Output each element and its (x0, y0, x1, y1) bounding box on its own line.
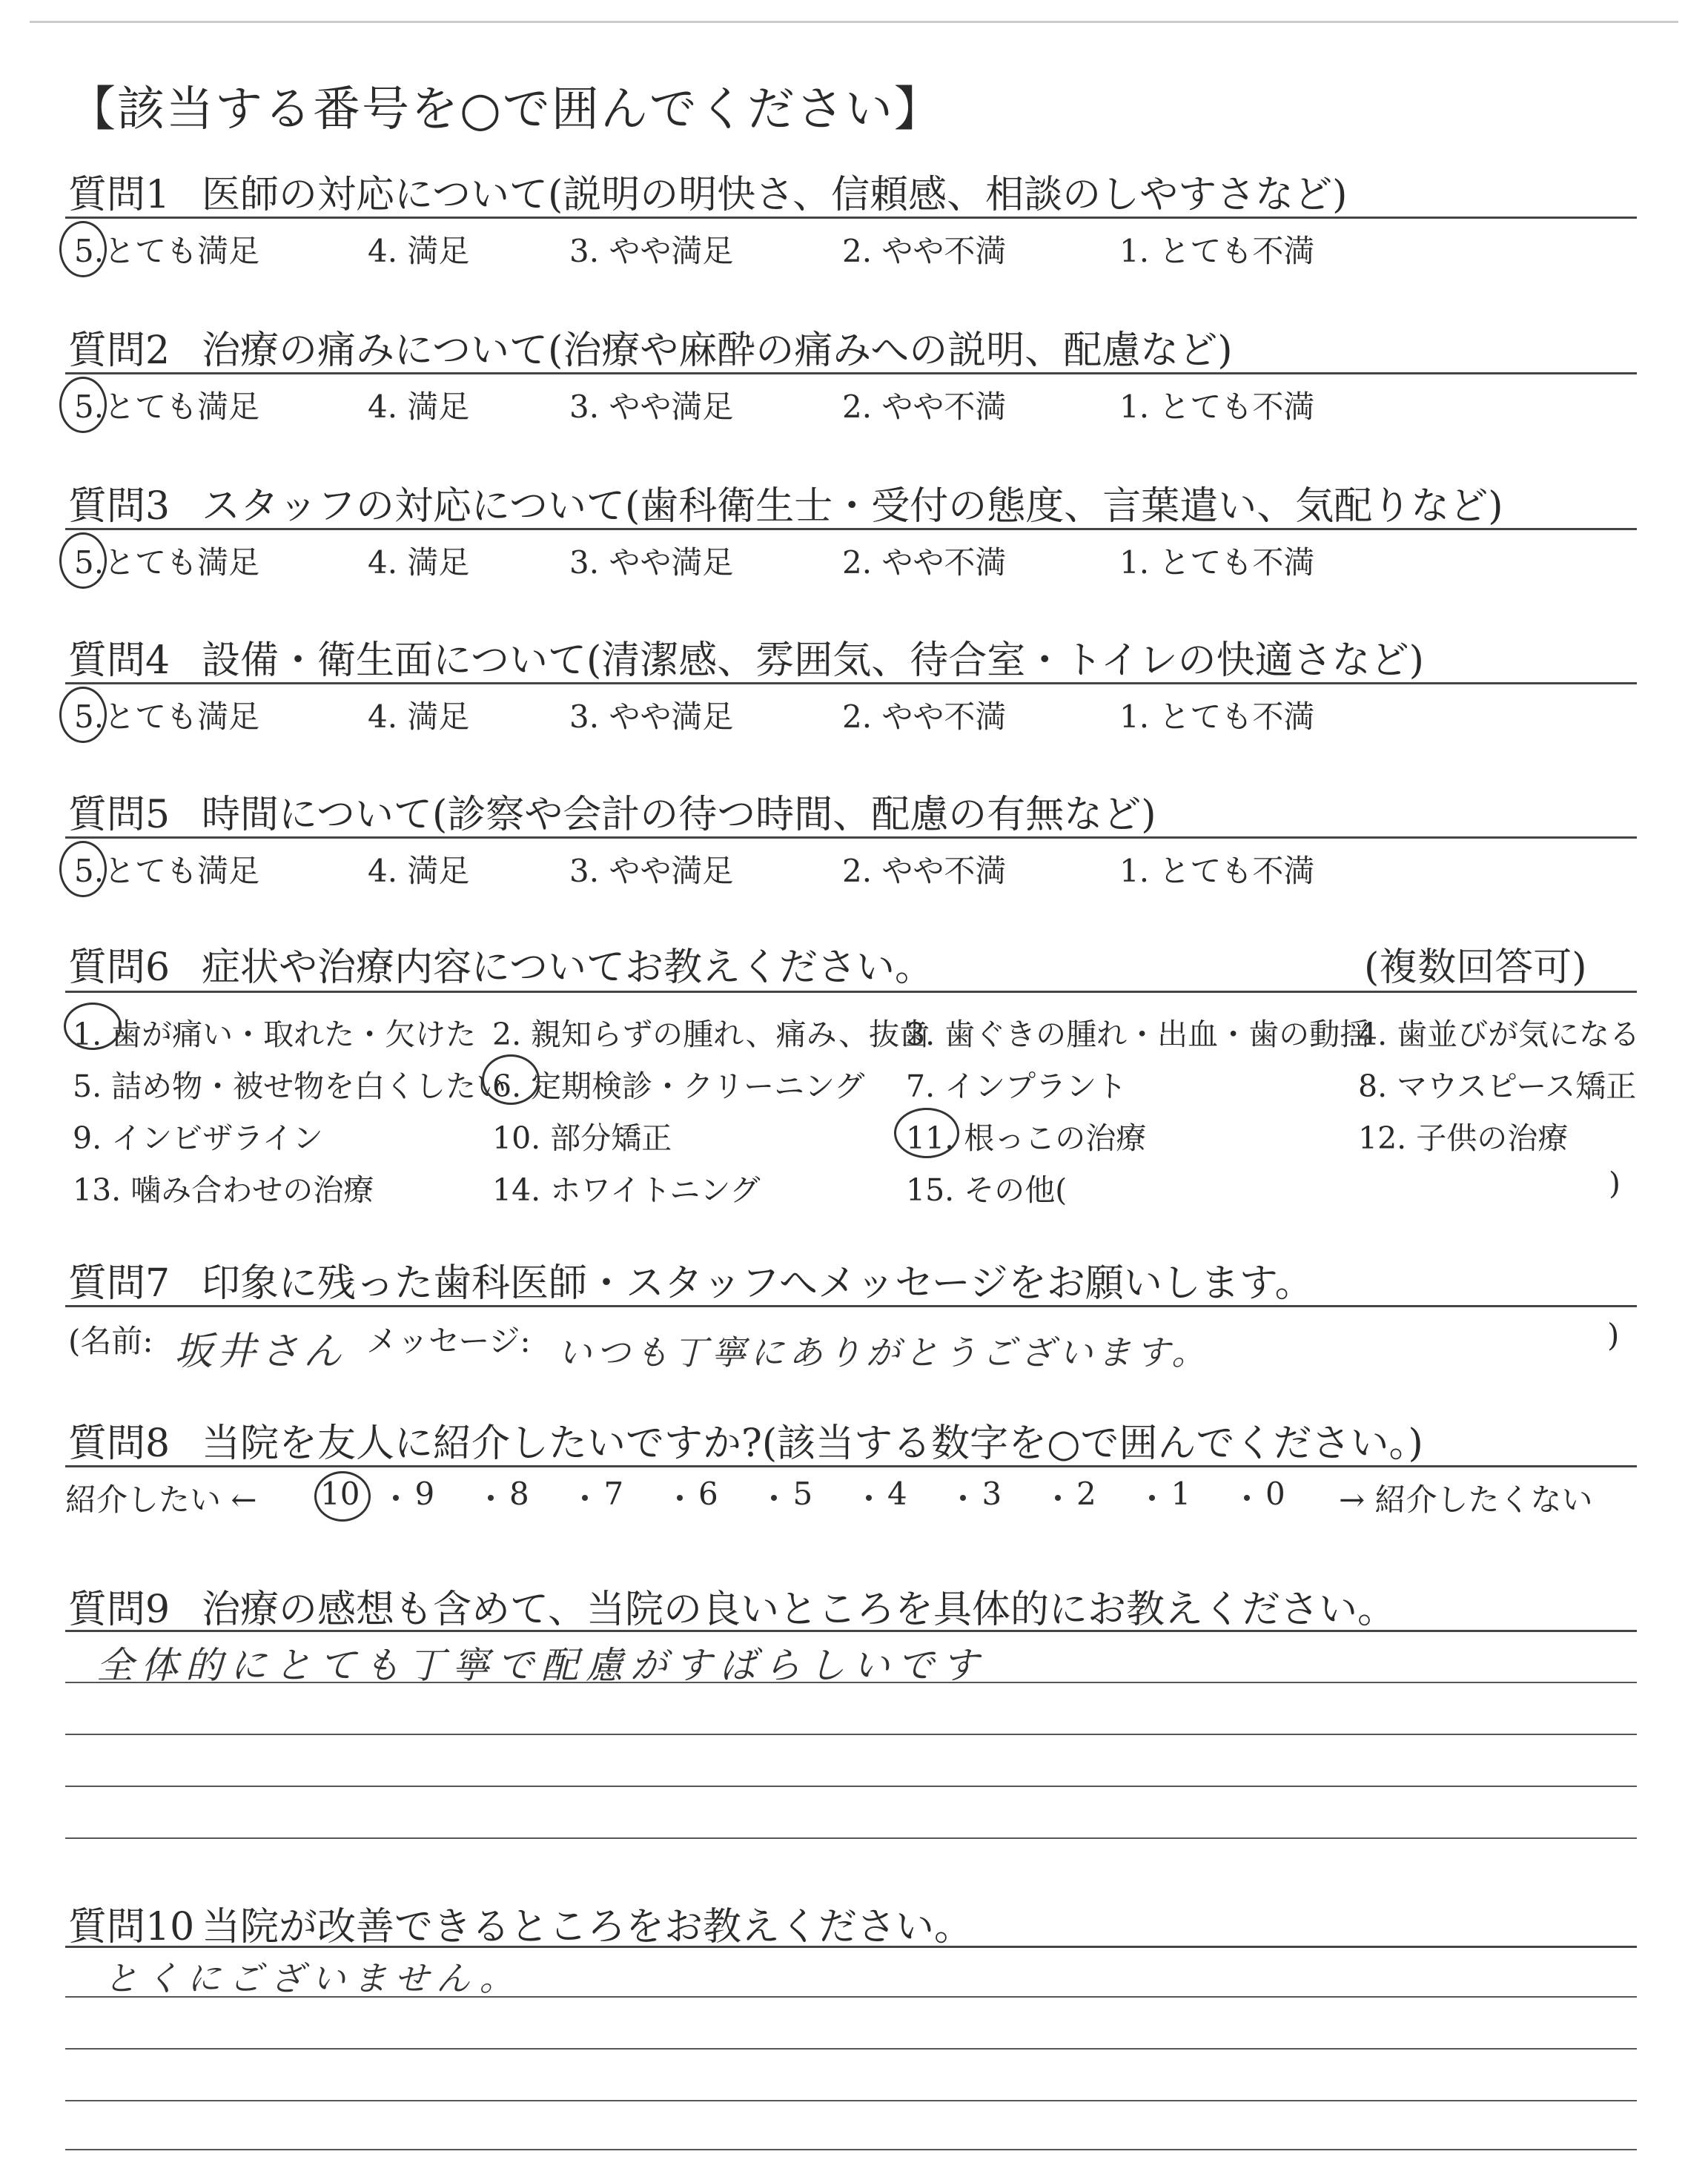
q4-option-1[interactable]: 1. とても不満 (1119, 698, 1315, 735)
q6-option-2[interactable]: 2. 親知らずの腫れ、痛み、抜歯 (492, 1017, 930, 1052)
q2-option-2[interactable]: 2. やや不満 (842, 389, 1007, 425)
q8-scale-separator-dot (393, 1495, 399, 1501)
q3-option-3[interactable]: 3. やや満足 (569, 544, 734, 581)
q5-option-1[interactable]: 1. とても不満 (1119, 853, 1315, 889)
q3-text: スタッフの対応について(歯科衛生士・受付の態度、言葉遣い、気配りなど) (202, 484, 1503, 529)
q10-text: 当院が改善できるところをお教えください。 (202, 1905, 973, 1949)
q2-option-4[interactable]: 4. 満足 (368, 389, 470, 425)
q6-option-7[interactable]: 7. インプラント (906, 1069, 1128, 1104)
q7-name-handwritten: 坂井さん (174, 1330, 347, 1374)
q8-scale-10[interactable]: 10 (320, 1476, 360, 1512)
q7-message-label: メッセージ: (366, 1323, 531, 1359)
q6-option-14[interactable]: 14. ホワイトニング (492, 1172, 761, 1208)
q7-rule (65, 1305, 1637, 1307)
q2-text: 治療の痛みについて(治療や麻酔の痛みへの説明、配慮など) (202, 328, 1233, 373)
q9-answer-line-1 (65, 1682, 1637, 1683)
q6-label: 質問6 (68, 945, 171, 990)
q6-option-10[interactable]: 10. 部分矯正 (492, 1120, 672, 1156)
q8-scale-4[interactable]: 4 (887, 1476, 907, 1512)
q8-scale-separator-dot (960, 1495, 966, 1501)
q2-rule (65, 372, 1637, 374)
q3-option-4[interactable]: 4. 満足 (368, 544, 470, 581)
q8-scale-3[interactable]: 3 (982, 1476, 1002, 1512)
q4-option-2[interactable]: 2. やや不満 (842, 698, 1007, 735)
q8-scale-2[interactable]: 2 (1076, 1476, 1096, 1512)
q9-answer-handwritten: 全体的にとても丁寧で配慮がすばらしいです (96, 1644, 986, 1687)
q3-selected-circle (59, 532, 107, 589)
q8-scale-separator-dot (866, 1495, 872, 1501)
scan-top-edge (30, 21, 1678, 23)
q4-option-3[interactable]: 3. やや満足 (569, 698, 734, 735)
q8-scale-separator-dot (771, 1495, 777, 1501)
q10-answer-line-3 (65, 2100, 1637, 2101)
q1-label: 質問1 (68, 173, 171, 217)
q8-scale-separator-dot (1055, 1495, 1061, 1501)
q1-option-1[interactable]: 1. とても不満 (1119, 233, 1315, 269)
q1-option-3[interactable]: 3. やや満足 (569, 233, 734, 269)
q6-other-close-paren: ) (1609, 1166, 1621, 1201)
q2-label: 質問2 (68, 328, 171, 373)
q1-option-2[interactable]: 2. やや不満 (842, 233, 1007, 269)
q2-option-3[interactable]: 3. やや満足 (569, 389, 734, 425)
q1-text: 医師の対応について(説明の明快さ、信頼感、相談のしやすさなど) (202, 173, 1348, 217)
q6-option-5[interactable]: 5. 詰め物・被せ物を白くしたい (73, 1069, 507, 1104)
q5-option-2[interactable]: 2. やや不満 (842, 853, 1007, 889)
q2-option-5[interactable]: 5.とても満足 (74, 389, 260, 425)
q8-scale-7[interactable]: 7 (603, 1476, 624, 1512)
q6-option-15[interactable]: 15. その他( (906, 1172, 1068, 1208)
q8-scale-0[interactable]: 0 (1265, 1476, 1285, 1512)
q8-left-label: 紹介したい ← (65, 1482, 257, 1518)
q10-label: 質問10 (68, 1905, 195, 1949)
q7-name-label: (名前: (68, 1323, 153, 1359)
q7-message-handwritten: いつも丁寧にありがとうございます。 (557, 1332, 1211, 1373)
q6-option-8[interactable]: 8. マウスピース矯正 (1358, 1069, 1637, 1104)
q4-selected-circle (59, 687, 107, 743)
q6-text: 症状や治療内容についてお教えください。 (202, 945, 933, 990)
q1-option-4[interactable]: 4. 満足 (368, 233, 470, 269)
q6-rule (65, 991, 1637, 993)
q5-label: 質問5 (68, 793, 171, 837)
q6-option-3[interactable]: 3. 歯ぐきの腫れ・出血・歯の動揺 (906, 1017, 1371, 1052)
q10-answer-line-2 (65, 2048, 1637, 2050)
q10-answer-handwritten: とくにございません。 (104, 1958, 521, 1998)
q6-option-9[interactable]: 9. インビザライン (73, 1120, 323, 1156)
q6-option-11-circle (894, 1108, 959, 1158)
q2-option-1[interactable]: 1. とても不満 (1119, 389, 1315, 425)
q4-rule (65, 682, 1637, 684)
q5-option-5[interactable]: 5.とても満足 (74, 853, 260, 889)
q8-label: 質問8 (68, 1421, 171, 1466)
q5-text: 時間について(診察や会計の待つ時間、配慮の有無など) (202, 793, 1156, 837)
q9-label: 質問9 (68, 1588, 171, 1632)
q9-answer-line-2 (65, 1734, 1637, 1735)
q4-text: 設備・衛生面について(清潔感、雰囲気、待合室・トイレの快適さなど) (202, 638, 1424, 683)
q6-option-11[interactable]: 11. 根っこの治療 (906, 1120, 1147, 1156)
q5-option-4[interactable]: 4. 満足 (368, 853, 470, 889)
q4-option-5[interactable]: 5.とても満足 (74, 698, 260, 735)
q9-answer-line-4 (65, 1837, 1637, 1839)
q6-option-13[interactable]: 13. 噛み合わせの治療 (73, 1172, 374, 1208)
q8-scale-separator-dot (1149, 1495, 1155, 1501)
q5-selected-circle (59, 841, 107, 897)
q8-scale-6[interactable]: 6 (698, 1476, 718, 1512)
q5-rule (65, 836, 1637, 839)
q1-option-5[interactable]: 5.とても満足 (74, 233, 260, 269)
q6-option-6[interactable]: 6. 定期検診・クリーニング (492, 1069, 865, 1104)
q1-selected-circle (59, 221, 107, 277)
q8-scale-separator-dot (582, 1495, 588, 1501)
q5-option-3[interactable]: 3. やや満足 (569, 853, 734, 889)
q3-option-5[interactable]: 5.とても満足 (74, 544, 260, 581)
q9-rule (65, 1630, 1637, 1632)
q7-close-paren: ) (1607, 1317, 1620, 1353)
q6-option-1-circle (64, 1003, 122, 1050)
q10-rule (65, 1946, 1637, 1948)
q4-label: 質問4 (68, 638, 171, 683)
q10-answer-line-1 (65, 1996, 1637, 1998)
q6-option-1[interactable]: 1. 歯が痛い・取れた・欠けた (73, 1017, 477, 1052)
q3-option-1[interactable]: 1. とても不満 (1119, 544, 1315, 581)
q8-scale-9[interactable]: 9 (414, 1476, 435, 1512)
q8-selected-circle (314, 1471, 371, 1522)
q8-scale-8[interactable]: 8 (509, 1476, 529, 1512)
q1-rule (65, 217, 1637, 219)
q3-label: 質問3 (68, 484, 171, 529)
q9-answer-line-3 (65, 1786, 1637, 1787)
q8-rule (65, 1465, 1637, 1467)
q6-note: (複数回答可) (1364, 945, 1587, 990)
q10-answer-line-4 (65, 2149, 1637, 2150)
q7-text: 印象に残った歯科医師・スタッフへメッセージをお願いします。 (202, 1261, 1314, 1306)
q6-option-6-circle (482, 1054, 540, 1105)
q8-scale-separator-dot (1244, 1495, 1250, 1501)
q3-option-2[interactable]: 2. やや不満 (842, 544, 1007, 581)
q8-scale-separator-dot (488, 1495, 494, 1501)
q3-rule (65, 528, 1637, 530)
q8-right-label: → 紹介したくない (1339, 1482, 1593, 1518)
q8-scale-1[interactable]: 1 (1171, 1476, 1191, 1512)
q2-selected-circle (59, 377, 107, 433)
q8-scale-separator-dot (677, 1495, 683, 1501)
q7-label: 質問7 (68, 1261, 171, 1306)
q9-text: 治療の感想も含めて、当院の良いところを具体的にお教えください。 (202, 1588, 1396, 1632)
q8-text: 当院を友人に紹介したいですか?(該当する数字を○で囲んでください。) (202, 1421, 1423, 1466)
q8-scale-5[interactable]: 5 (792, 1476, 813, 1512)
q6-option-12[interactable]: 12. 子供の治療 (1358, 1120, 1569, 1156)
page-title: 【該当する番号を○で囲んでください】 (68, 82, 943, 137)
q4-option-4[interactable]: 4. 満足 (368, 698, 470, 735)
q6-option-4[interactable]: 4. 歯並びが気になる (1358, 1017, 1641, 1052)
